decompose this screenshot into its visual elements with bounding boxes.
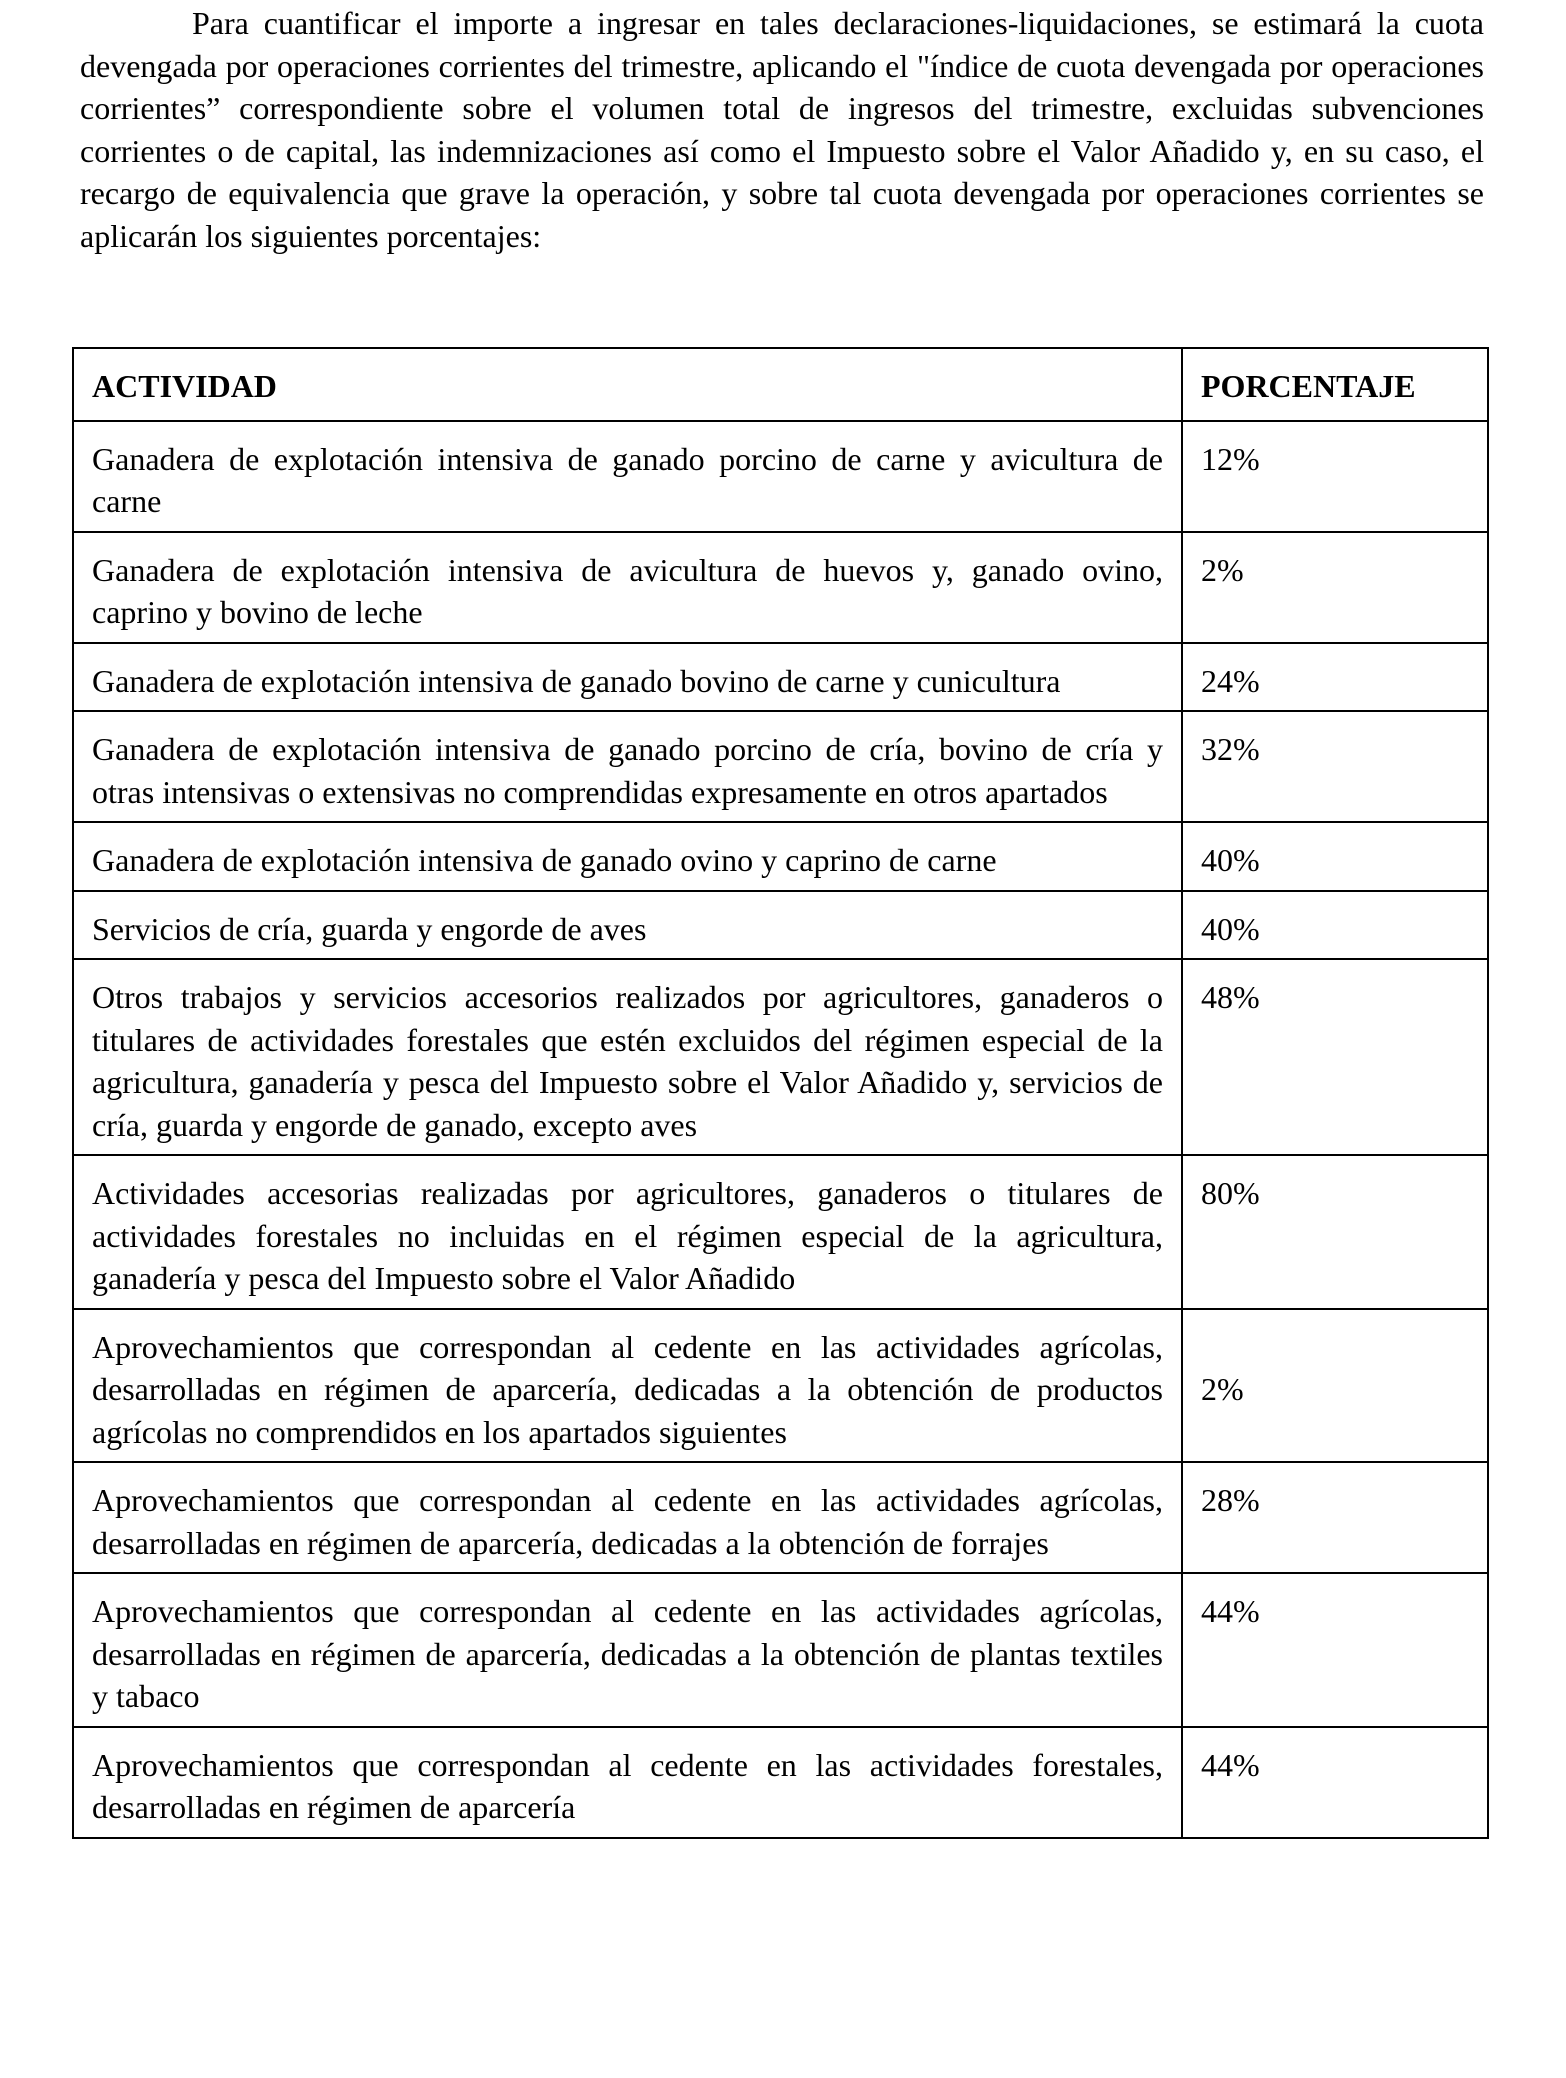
intro-paragraph: Para cuantificar el importe a ingresar en tales declaraciones-liquidaciones, se estimará la cuota devengada por operaciones corrientes del trimestre, aplicando el "índice de cuota devengada por operaciones corrientes” correspondiente sobre el volumen total de ingresos del trimestre, excluidas subvenciones corrientes o de capital, las indemnizaciones así como el Impuesto sobre el Valor Añadido y, en su caso, el recargo de equivalencia que grave la operación, y sobre tal cuota devengada por operaciones corrientes se aplicarán los siguientes porcentajes: [80, 5, 1484, 254]
table-row [73, 1309, 1488, 1463]
activity-cell: Servicios de cría, guarda y engorde de aves [73, 891, 1182, 960]
table-row [73, 643, 1488, 712]
percentage-cell: 80% [1182, 1155, 1488, 1309]
percentage-cell: 2% [1182, 1309, 1488, 1463]
activity-cell: Otros trabajos y servicios accesorios realizados por agricultores, ganaderos o titulares de actividades forestales que estén excluidos del régimen especial de la agricultura, ganadería y pesca del Impuesto sobre el Valor Añadido y, servicios de cría, guarda y engorde de ganado, excepto aves [73, 959, 1182, 1155]
activity-cell: Ganadera de explotación intensiva de ganado porcino de carne y avicultura de carne [73, 421, 1182, 532]
activity-percentage-table [72, 347, 1489, 1839]
activity-cell: Aprovechamientos que correspondan al cedente en las actividades agrícolas, desarrolladas en régimen de aparcería, dedicadas a la obtención de productos agrícolas no comprendidos en los apartados siguientes [73, 1309, 1182, 1463]
percentage-cell: 44% [1182, 1573, 1488, 1727]
percentage-cell: 48% [1182, 959, 1488, 1155]
activity-cell: Ganadera de explotación intensiva de ganado bovino de carne y cunicultura [73, 643, 1182, 712]
percentage-cell: 44% [1182, 1727, 1488, 1838]
table-row [73, 959, 1488, 1155]
table-row [73, 822, 1488, 891]
percentage-cell: 24% [1182, 643, 1488, 712]
percentage-cell: 2% [1182, 532, 1488, 643]
table-row [73, 421, 1488, 532]
percentage-cell: 28% [1182, 1462, 1488, 1573]
activity-cell: Actividades accesorias realizadas por agricultores, ganaderos o titulares de actividades forestales no incluidas en el régimen especial de la agricultura, ganadería y pesca del Impuesto sobre el Valor Añadido [73, 1155, 1182, 1309]
table-header-row [73, 348, 1488, 421]
activity-cell: Ganadera de explotación intensiva de ganado ovino y caprino de carne [73, 822, 1182, 891]
activity-cell: Ganadera de explotación intensiva de avicultura de huevos y, ganado ovino, caprino y bovino de leche [73, 532, 1182, 643]
percentage-cell: 32% [1182, 711, 1488, 822]
header-activity: ACTIVIDAD [73, 348, 1182, 421]
table-row [73, 1155, 1488, 1309]
percentage-cell: 12% [1182, 421, 1488, 532]
table-row [73, 1462, 1488, 1573]
activity-cell: Ganadera de explotación intensiva de ganado porcino de cría, bovino de cría y otras intensivas o extensivas no comprendidas expresamente en otros apartados [73, 711, 1182, 822]
percentage-cell: 40% [1182, 891, 1488, 960]
table-row [73, 1727, 1488, 1838]
percentage-cell: 40% [1182, 822, 1488, 891]
table-row [73, 1573, 1488, 1727]
table-row [73, 711, 1488, 822]
activity-cell: Aprovechamientos que correspondan al cedente en las actividades forestales, desarrolladas en régimen de aparcería [73, 1727, 1182, 1838]
activity-cell: Aprovechamientos que correspondan al cedente en las actividades agrícolas, desarrolladas en régimen de aparcería, dedicadas a la obtención de plantas textiles y tabaco [73, 1573, 1182, 1727]
activity-cell: Aprovechamientos que correspondan al cedente en las actividades agrícolas, desarrolladas en régimen de aparcería, dedicadas a la obtención de forrajes [73, 1462, 1182, 1573]
header-percentage: PORCENTAJE [1182, 348, 1488, 421]
table-row [73, 891, 1488, 960]
table-row [73, 532, 1488, 643]
